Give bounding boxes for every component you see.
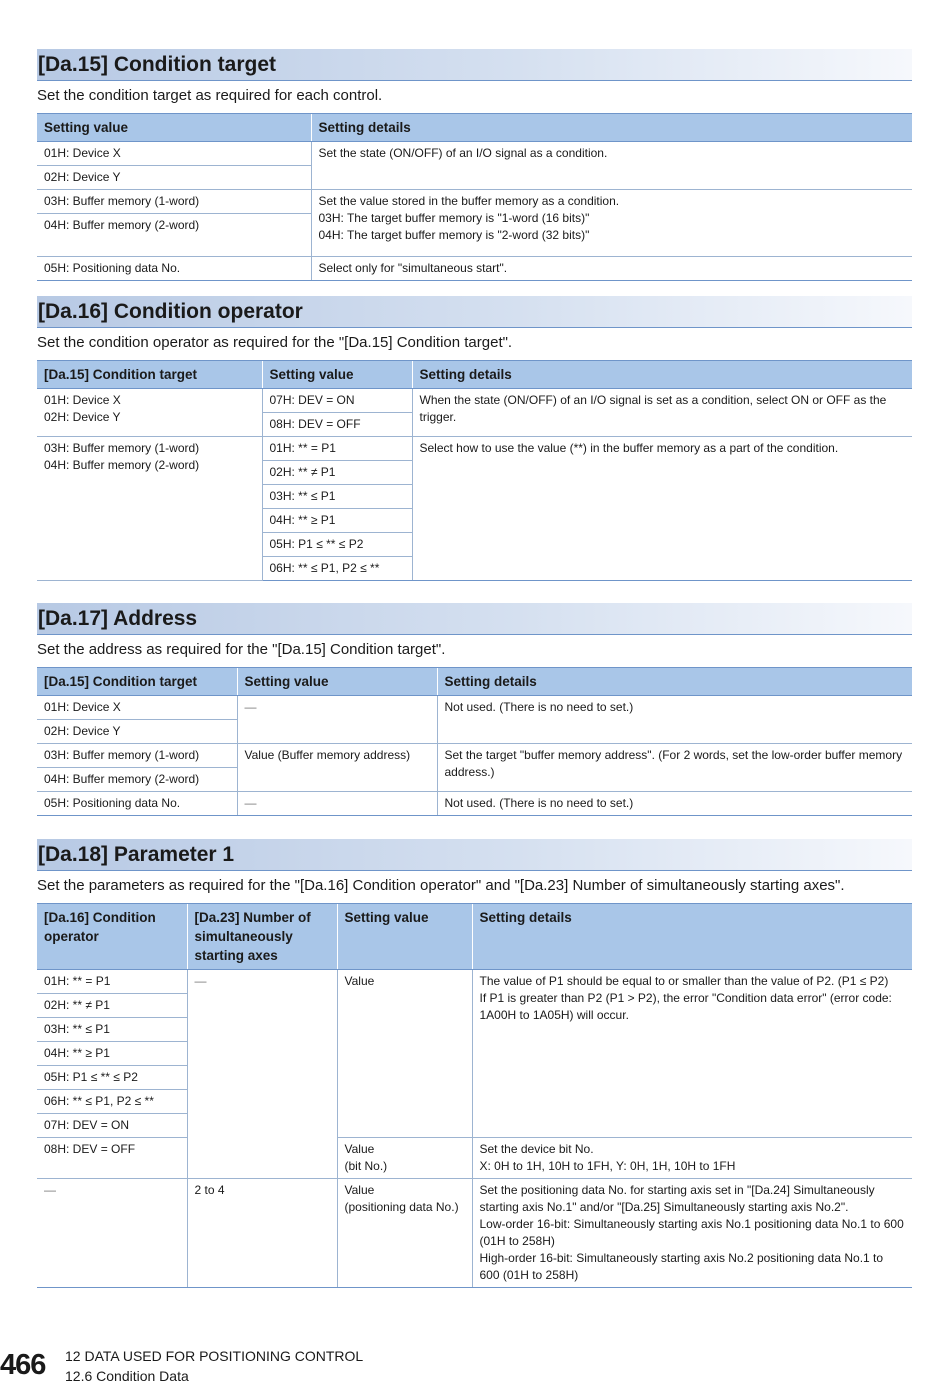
cell xyxy=(472,970,912,1138)
section-intro: Set the condition target as required for each control. xyxy=(37,87,383,104)
cell: Select only for "simultaneous start". xyxy=(311,257,912,281)
parameter1-table xyxy=(37,903,912,1288)
footer-chapter: 12 DATA USED FOR POSITIONING CONTROL xyxy=(65,1348,364,1364)
table-row xyxy=(37,1138,912,1179)
detail-line: Set the value stored in the buffer memory as a condition. xyxy=(318,194,620,208)
detail-line: The value of P1 should be equal to or smaller than the value of P2. (P1 ≤ P2) xyxy=(479,974,889,988)
cell: Set the target "buffer memory address". (For 2 words, set the low-order buffer memory address.) xyxy=(437,744,912,792)
cell: 02H: Device Y xyxy=(37,166,311,190)
table-row xyxy=(37,389,912,413)
cell: 01H: Device X xyxy=(37,142,311,166)
cell-line: 03H: Buffer memory (1-word) xyxy=(44,441,200,455)
cell: 03H: ** ≤ P1 xyxy=(37,1018,187,1042)
dash-cell: — xyxy=(237,696,437,744)
dash-cell: — xyxy=(37,1179,187,1288)
cell: 07H: DEV = ON xyxy=(37,1114,187,1138)
table-row xyxy=(37,190,912,214)
cell: Value xyxy=(337,970,472,1138)
section-title: [Da.15] Condition target xyxy=(37,49,912,81)
cell xyxy=(472,1138,912,1179)
cell: 03H: Buffer memory (1-word) xyxy=(37,190,311,214)
cell: 05H: Positioning data No. xyxy=(37,792,237,816)
dash-cell: — xyxy=(187,970,337,1179)
detail-line: Low-order 16-bit: Simultaneously starting axis No.1 positioning data No.1 to 600 (01H to 258H) xyxy=(479,1217,904,1248)
cell: 04H: ** ≥ P1 xyxy=(262,509,412,533)
cell: 08H: DEV = OFF xyxy=(37,1138,187,1179)
cell-line: 04H: Buffer memory (2-word) xyxy=(44,458,200,472)
col-header: Setting details xyxy=(437,668,912,696)
section-da18 xyxy=(37,839,912,1288)
cell: 06H: ** ≤ P1, P2 ≤ ** xyxy=(262,557,412,581)
section-title: [Da.16] Condition operator xyxy=(37,296,912,328)
cell: 01H: ** = P1 xyxy=(262,437,412,461)
table-row xyxy=(37,1179,912,1288)
cell: 03H: ** ≤ P1 xyxy=(262,485,412,509)
cell: Select how to use the value (**) in the buffer memory as a part of the condition. xyxy=(412,437,912,581)
cell: Not used. (There is no need to set.) xyxy=(437,792,912,816)
section-da16 xyxy=(37,296,912,581)
cell: 06H: ** ≤ P1, P2 ≤ ** xyxy=(37,1090,187,1114)
col-header: Setting value xyxy=(237,668,437,696)
cell: When the state (ON/OFF) of an I/O signal is set as a condition, select ON or OFF as the trigger. xyxy=(412,389,912,437)
cell: 01H: Device X xyxy=(37,696,237,720)
condition-target-table xyxy=(37,113,912,281)
cell: Value (Buffer memory address) xyxy=(237,744,437,792)
col-header: Setting details xyxy=(412,361,912,389)
cell: 02H: ** ≠ P1 xyxy=(262,461,412,485)
table-row xyxy=(37,744,912,768)
cell xyxy=(37,389,262,437)
section-title: [Da.17] Address xyxy=(37,603,912,635)
section-title: [Da.18] Parameter 1 xyxy=(37,839,912,871)
detail-line: X: 0H to 1H, 10H to 1FH, Y: 0H, 1H, 10H to 1FH xyxy=(479,1159,736,1173)
col-header: [Da.15] Condition target xyxy=(37,668,237,696)
cell: 05H: P1 ≤ ** ≤ P2 xyxy=(37,1066,187,1090)
cell: 01H: ** = P1 xyxy=(37,970,187,994)
dash-cell: — xyxy=(237,792,437,816)
detail-line: Set the positioning data No. for starting axis set in "[Da.24] Simultaneously starting axis No.1" and/or "[Da.25] Simultaneously starting axis No.2". xyxy=(479,1183,875,1214)
cell-line: (bit No.) xyxy=(344,1159,388,1173)
detail-line: If P1 is greater than P2 (P1 > P2), the error "Condition data error" (error code: 1A00H to 1A05H) will occur. xyxy=(479,991,892,1022)
table-row xyxy=(37,970,912,994)
table-row xyxy=(37,437,912,461)
cell: Not used. (There is no need to set.) xyxy=(437,696,912,744)
cell xyxy=(311,190,912,257)
col-header: Setting details xyxy=(311,114,912,142)
section-da15 xyxy=(37,49,912,281)
footer-section: 12.6 Condition Data xyxy=(65,1368,189,1384)
cell xyxy=(37,437,262,581)
table-row xyxy=(37,142,912,166)
cell: 03H: Buffer memory (1-word) xyxy=(37,744,237,768)
cell-line: (positioning data No.) xyxy=(344,1200,459,1214)
col-header: [Da.23] Number of simultaneously starting axes xyxy=(187,904,337,970)
col-header: Setting value xyxy=(262,361,412,389)
cell: 02H: ** ≠ P1 xyxy=(37,994,187,1018)
cell xyxy=(337,1138,472,1179)
col-header: [Da.15] Condition target xyxy=(37,361,262,389)
section-da17 xyxy=(37,603,912,816)
section-intro: Set the condition operator as required for the "[Da.15] Condition target". xyxy=(37,334,513,351)
table-row xyxy=(37,696,912,720)
col-header: Setting details xyxy=(472,904,912,970)
cell xyxy=(472,1179,912,1288)
cell: 08H: DEV = OFF xyxy=(262,413,412,437)
cell: 04H: ** ≥ P1 xyxy=(37,1042,187,1066)
section-intro: Set the parameters as required for the "[Da.16] Condition operator" and "[Da.23] Number of simultaneously starting axes". xyxy=(37,877,845,894)
cell: Set the state (ON/OFF) of an I/O signal as a condition. xyxy=(311,142,912,190)
col-header: Setting value xyxy=(337,904,472,970)
cell: 05H: Positioning data No. xyxy=(37,257,311,281)
detail-line: Set the device bit No. xyxy=(479,1142,594,1156)
cell: 04H: Buffer memory (2-word) xyxy=(37,768,237,792)
col-header: Setting value xyxy=(37,114,311,142)
cell xyxy=(337,1179,472,1288)
detail-line: 04H: The target buffer memory is "2-word (32 bits)" xyxy=(318,228,590,242)
detail-line: 03H: The target buffer memory is "1-word (16 bits)" xyxy=(318,211,590,225)
detail-line: High-order 16-bit: Simultaneously starting axis No.2 positioning data No.1 to 600 (01H to 258H) xyxy=(479,1251,884,1282)
cell-line: Value xyxy=(344,1183,375,1197)
condition-operator-table xyxy=(37,360,912,581)
cell-line: Value xyxy=(344,1142,375,1156)
cell-line: 01H: Device X xyxy=(44,393,121,407)
table-row xyxy=(37,792,912,816)
cell: 2 to 4 xyxy=(187,1179,337,1288)
col-header: [Da.16] Condition operator xyxy=(37,904,187,970)
cell: 02H: Device Y xyxy=(37,720,237,744)
cell: 05H: P1 ≤ ** ≤ P2 xyxy=(262,533,412,557)
cell: 04H: Buffer memory (2-word) xyxy=(37,214,311,257)
page-number: 466 xyxy=(0,1349,46,1381)
table-row xyxy=(37,257,912,281)
cell-line: 02H: Device Y xyxy=(44,410,121,424)
section-intro: Set the address as required for the "[Da.15] Condition target". xyxy=(37,641,446,658)
address-table xyxy=(37,667,912,816)
cell: 07H: DEV = ON xyxy=(262,389,412,413)
